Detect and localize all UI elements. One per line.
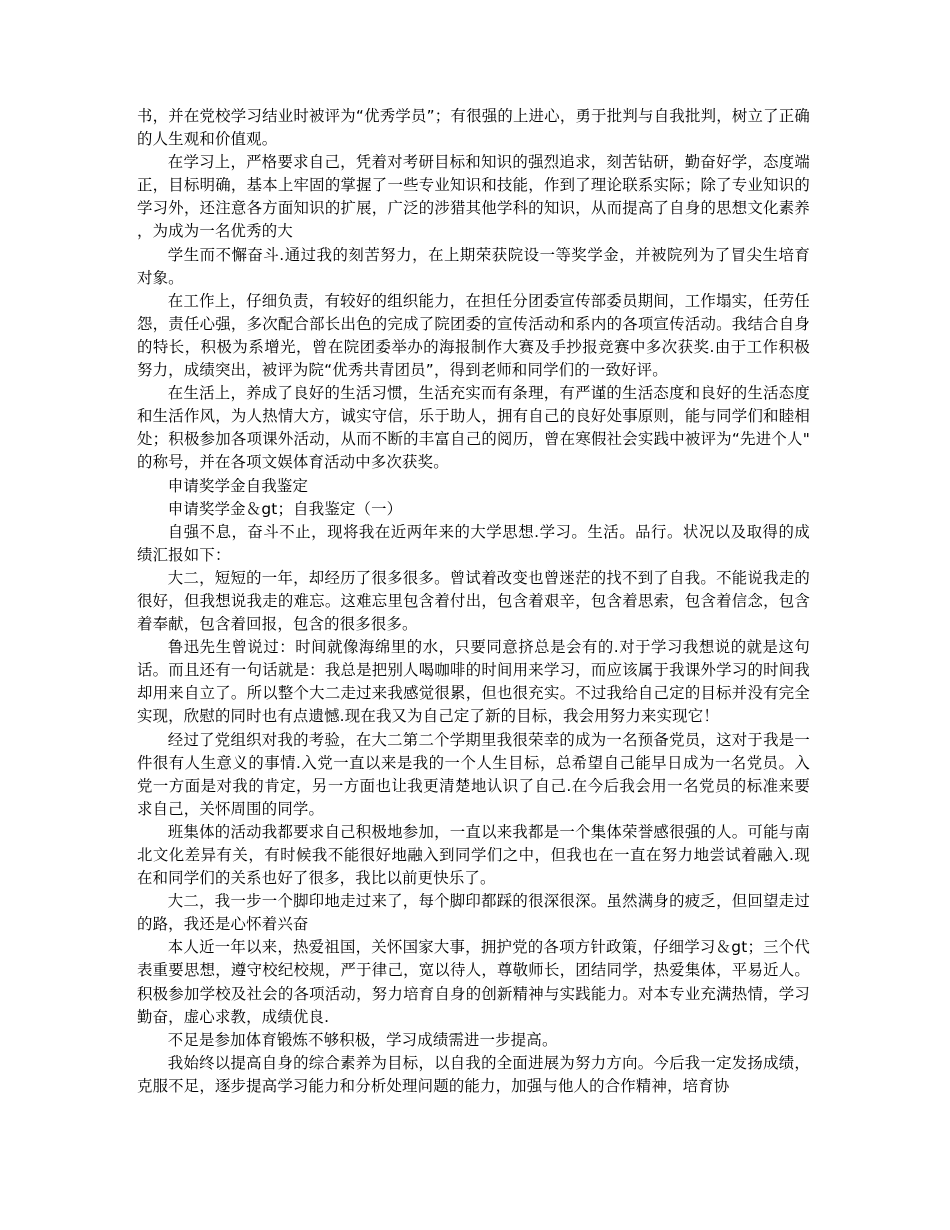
paragraph-15: 不足是参加体育锻炼不够积极，学习成绩需进一步提高。 [167, 1030, 558, 1049]
paragraph-16: 我始终以提高自身的综合素养为目标，以自我的全面进展为努力方向。今后我一定发扬成绩，克服不足，逐步提高学习能力和分析处理问题的能力，加强与他人的合作精神，培育协 [137, 1053, 810, 1095]
paragraph-9: 大二，短短的一年，却经历了很多很多。曾试着改变也曾迷茫的找不到了自我。不能说我走的很好，但我想说我走的难忘。这难忘里包含着付出，包含着艰辛，包含着思索，包含着信念，包含着奉献，包含着回报，包含的很多很多。 [137, 568, 810, 634]
paragraph-2: 在学习上，严格要求自己，凭着对考研目标和知识的强烈追求，刻苦钻研，勤奋好学，态度端正，目标明确，基本上牢固的掌握了一些专业知识和技能，作到了理论联系实际；除了专业知识的学习外，还注意各方面知识的扩展，广泛的涉猎其他学科的知识，从而提高了自身的思想文化素养，为成为一名优秀的大 [137, 153, 810, 241]
paragraph-11: 经过了党组织对我的考验，在大二第二个学期里我很荣幸的成为一名预备党员，这对于我是一件很有人生意义的事情.入党一直以来是我的一个人生目标，总希望自己能早日成为一名党员。入党一方面是对我的肯定，另一方面也让我更清楚地认识了自己.在今后我会用一名党员的标准来要求自己，关怀周围的同学。 [137, 730, 810, 818]
paragraph-4: 在工作上，仔细负责，有较好的组织能力，在担任分团委宣传部委员期间，工作塌实，任劳任怨，责任心强，多次配合部长出色的完成了院团委的宣传活动和系内的各项宣传活动。我结合自身的特长，积极为系增光，曾在院团委举办的海报制作大赛及手抄报竞赛中多次获奖.由于工作积极努力，成绩突出，被评为院“优秀共青团员”，得到老师和同学们的一致好评。 [137, 291, 810, 380]
paragraph-3: 学生而不懈奋斗.通过我的刻苦努力，在上期荣获院设一等奖学金，并被院列为了冒尖生培育对象。 [137, 245, 810, 287]
document-body [137, 105, 810, 1098]
paragraph-12: 班集体的活动我都要求自己积极地参加，一直以来我都是一个集体荣誉感很强的人。可能与南北文化差异有关，有时候我不能很好地融入到同学们之中，但我也在一直在努力地尝试着融入.现在和同学们的关系也好了很多，我比以前更快乐了。 [137, 822, 810, 888]
sub-heading: 申请奖学金＆gt；自我鉴定（一） [167, 499, 403, 518]
paragraph-14: 本人近一年以来，热爱祖国，关怀国家大事，拥护党的各项方针政策，仔细学习＆gt；三个代表重要思想，遵守校纪校规，严于律己，宽以待人，尊敬师长，团结同学，热爱集体，平易近人。积极参加学校及社会的各项活动，努力培育自身的创新精神与实践能力。对本专业充满热情，学习勤奋，虚心求教，成绩优良. [137, 938, 810, 1026]
paragraph-1: 书，并在党校学习结业时被评为“优秀学员”；有很强的上进心，勇于批判与自我批判，树立了正确的人生观和价值观。 [137, 107, 810, 149]
paragraph-13: 大二，我一步一个脚印地走过来了，每个脚印都踩的很深很深。虽然满身的疲乏，但回望走过的路，我还是心怀着兴奋 [137, 892, 810, 934]
section-heading: 申请奖学金自我鉴定 [167, 476, 309, 495]
paragraph-5: 在生活上，养成了良好的生活习惯，生活充实而有条理，有严谨的生活态度和良好的生活态度和生活作风，为人热情大方，诚实守信，乐于助人，拥有自己的良好处事原则，能与同学们和睦相处；积极参加各项课外活动，从而不断的丰富自己的阅历，曾在寒假社会实践中被评为“先进个人"的称号，并在各项文娱体育活动中多次获奖。 [137, 384, 810, 472]
paragraph-8: 自强不息，奋斗不止，现将我在近两年来的大学思想.学习。生活。品行。状况以及取得的成绩汇报如下： [137, 522, 810, 564]
paragraph-10: 鲁迅先生曾说过：时间就像海绵里的水，只要同意挤总是会有的.对于学习我想说的就是这句话。而且还有一句话就是：我总是把别人喝咖啡的时间用来学习，而应该属于我课外学习的时间我却用来自立了。所以整个大二走过来我感觉很累，但也很充实。不过我给自己定的目标并没有完全实现，欣慰的同时也有点遗憾.现在我又为自己定了新的目标，我会用努力来实现它！ [137, 638, 810, 726]
